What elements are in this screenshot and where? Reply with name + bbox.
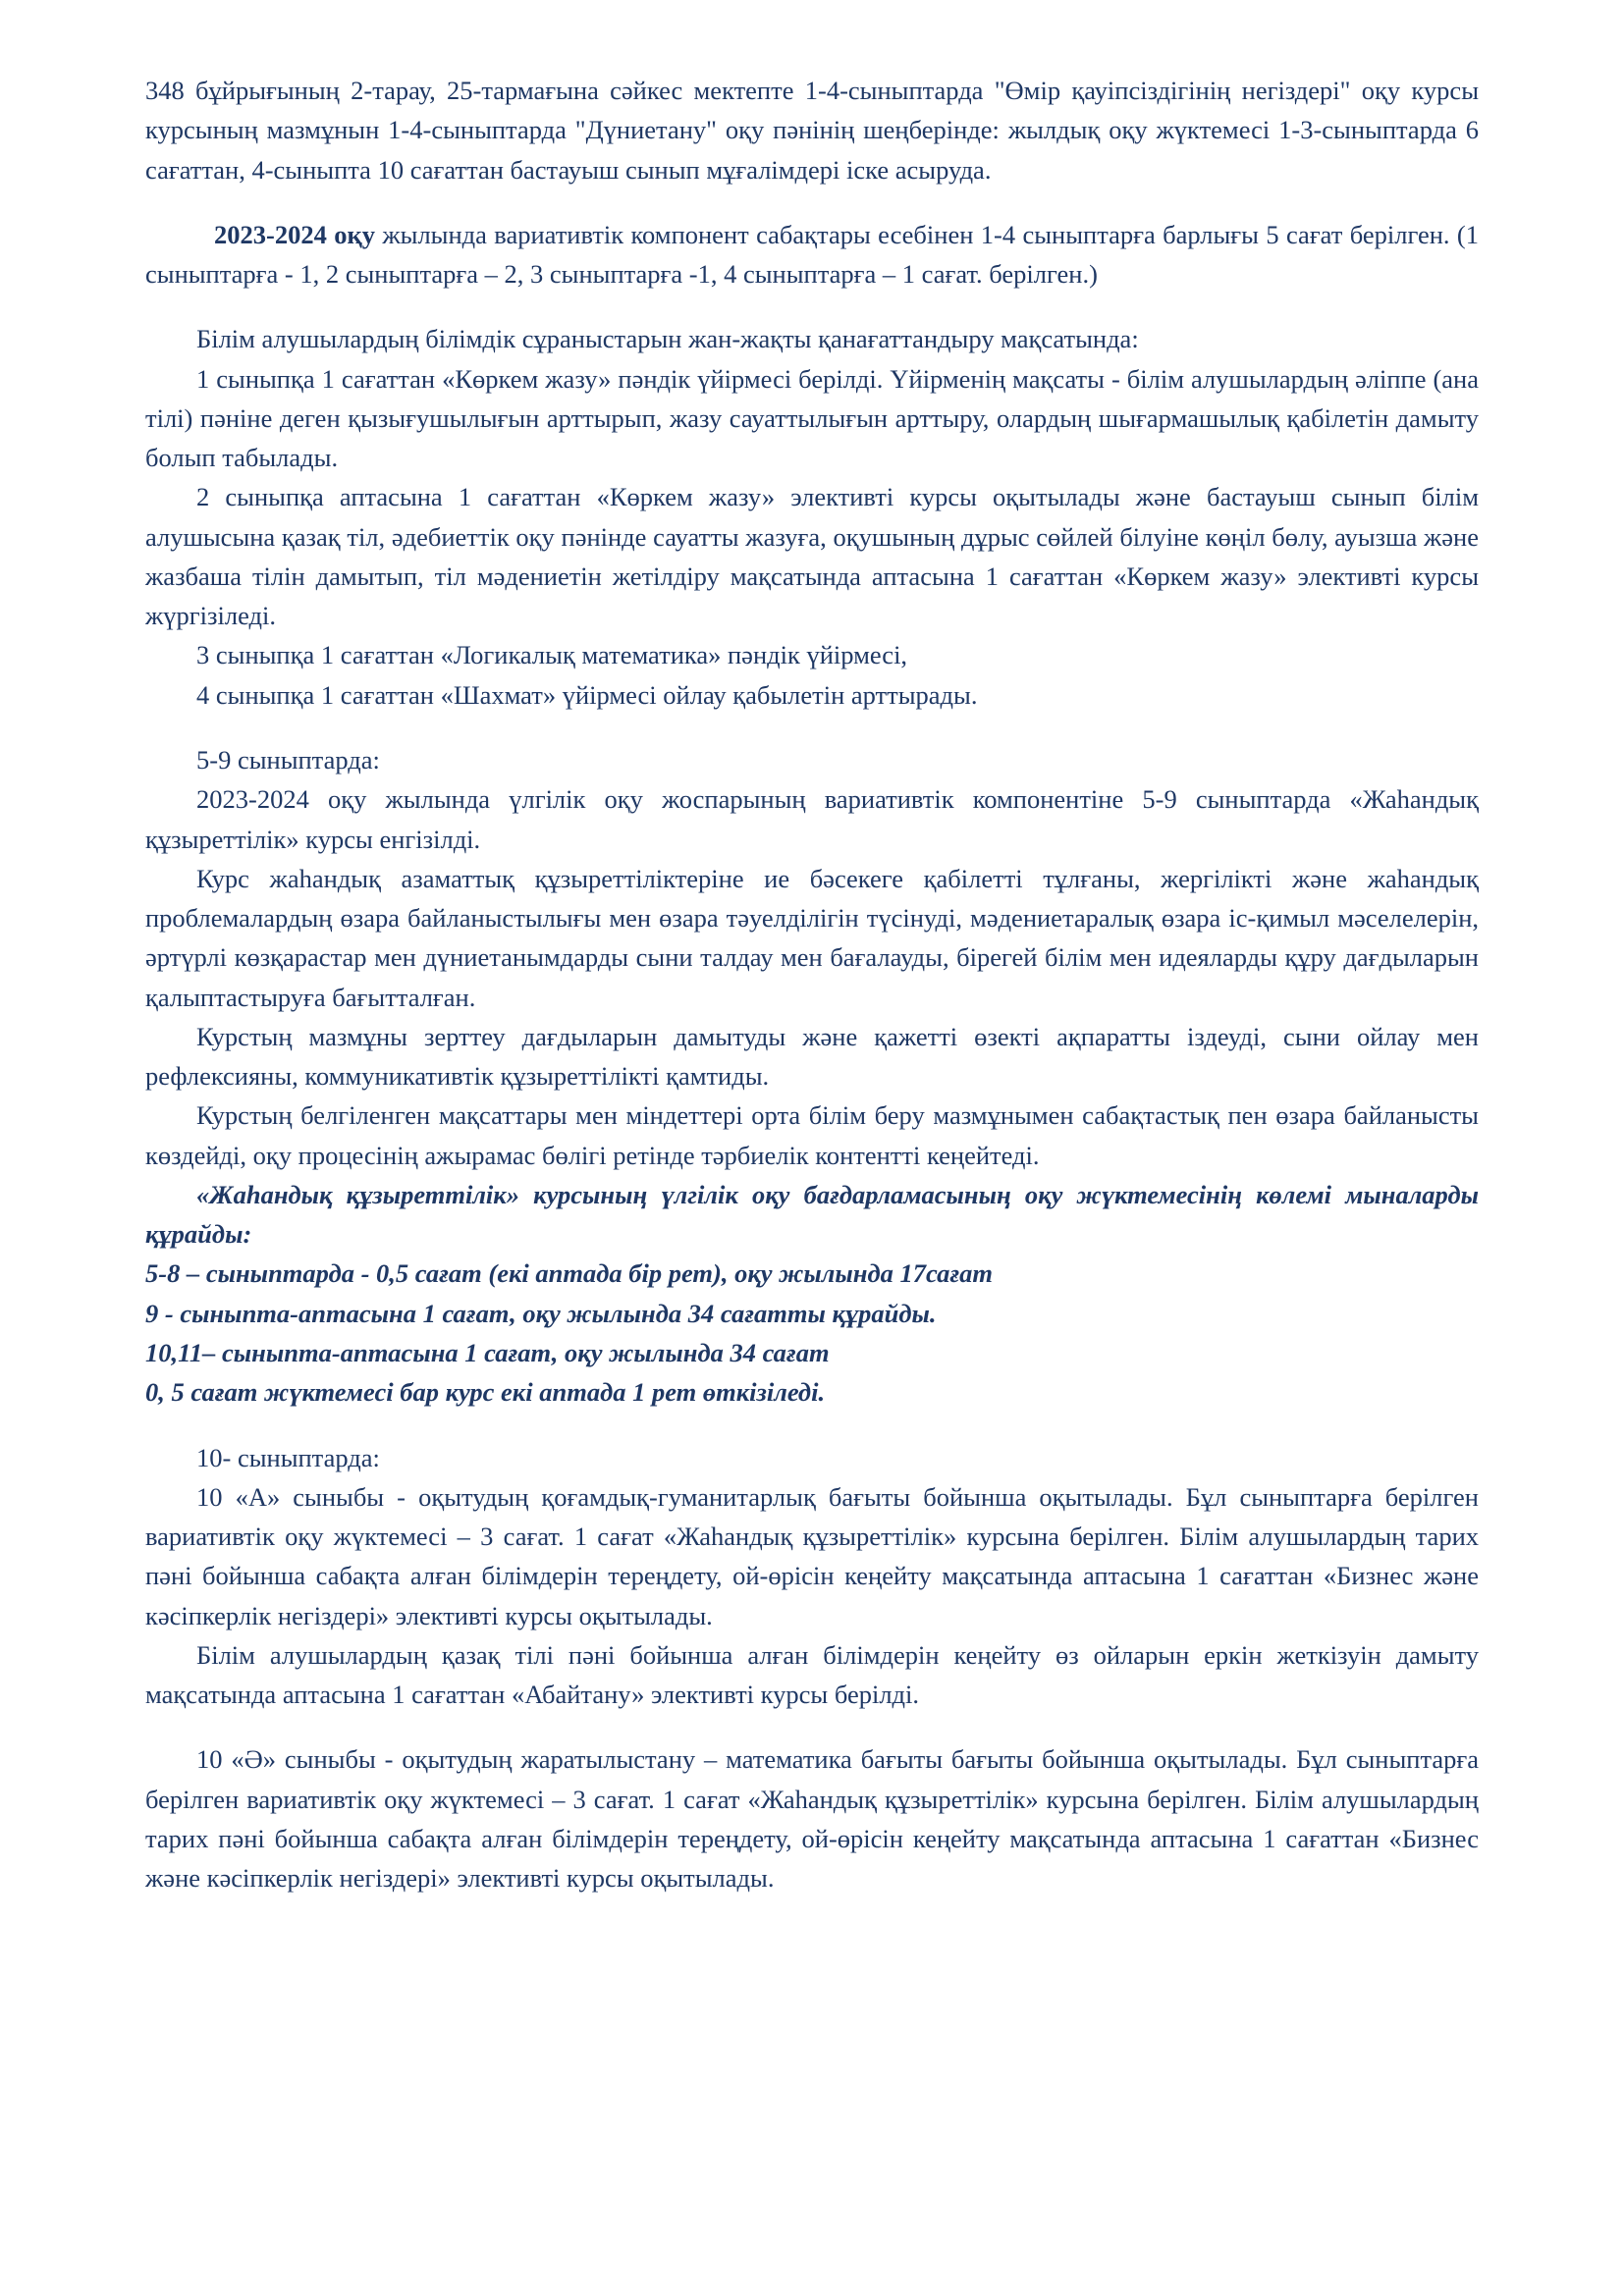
- paragraph-spacer: [145, 294, 1479, 319]
- text-run: 9 - сыныпта-аптасына 1 сағат, оқу жылында 34 сағатты құрайды.: [145, 1298, 937, 1328]
- paragraph: [145, 71, 1479, 189]
- paragraph-spacer: [145, 1413, 1479, 1438]
- paragraph-spacer: [145, 715, 1479, 740]
- text-run: Курстың белгіленген мақсаттары мен міндеттері орта білім беру мазмұнымен сабақтастық пен өзара байланысты көздейді, оқу процесінің ажырамас бөлігі ретінде тәрбиелік контентті кеңейтеді.: [145, 1100, 1479, 1170]
- paragraph: [145, 1372, 1479, 1412]
- paragraph: [145, 1254, 1479, 1293]
- document-body: [145, 71, 1479, 1897]
- text-run: 348 бұйрығының 2-тарау, 25-тармағына сәйкес мектепте 1-4-сыныптарда "Өмір қауіпсіздігінің негіздері" оқу курсы курсының мазмұнын 1-4-сыныптарда "Дүниетану" оқу пәнінің шеңберінде: жылдық оқу жүктемесі 1-3-сыныптарда 6 сағаттан, 4-сыныпта 10 сағаттан бастауыш сынып мұғалімдері іске асыруда.: [145, 76, 1479, 185]
- paragraph: [145, 1095, 1479, 1175]
- text-run: «Жаһандық құзыреттілік» курсының үлгілік оқу бағдарламасының оқу жүктемесінің көлемі мыналарды құрайды:: [145, 1179, 1479, 1250]
- text-run: 10,11– сыныпта-аптасына 1 сағат, оқу жылында 34 сағат: [145, 1337, 830, 1367]
- text-run: 1 сыныпқа 1 сағаттан «Көркем жазу» пәндік үйірмесі берілді. Үйірменің мақсаты - білім алушылардың әліппе (ана тілі) пәніне деген қызығушылығын арттырып, жазу сауаттылығын арттыру, олардың шығармашылық қабілетін дамыту болып табылады.: [145, 363, 1479, 473]
- text-run: 0, 5 сағат жүктемесі бар курс екі аптада 1 рет өткізіледі.: [145, 1377, 826, 1408]
- paragraph: [145, 675, 1479, 715]
- paragraph: [145, 1017, 1479, 1096]
- text-run: 10- сыныптарда:: [196, 1442, 380, 1472]
- paragraph: [145, 1635, 1479, 1715]
- paragraph: [145, 635, 1479, 674]
- text-run: Білім алушылардың қазақ тілі пәні бойынша алған білімдерін кеңейту өз ойларын еркін жеткізуін дамыту мақсатында аптасына 1 сағаттан «Абайтану» элективті курсы берілді.: [145, 1639, 1479, 1710]
- text-run: 10 «А» сыныбы - оқытудың қоғамдық-гуманитарлық бағыты бойынша оқытылады. Бұл сыныптарға берілген вариативтік оқу жүктемесі – 3 сағат. 1 сағат «Жаһандық құзыреттілік» курсына берілген. Білім алушылардың тарих пәні бойынша сабақта алған білімдерін тереңдету, ой-өрісін кеңейту мақсатында аптасына 1 сағаттан «Бизнес және кәсіпкерлік негіздері» элективті курсы оқытылады.: [145, 1481, 1479, 1630]
- text-run: жылында вариативтік компонент сабақтары есебінен 1-4 сыныптарға барлығы 5 сағат берілген. (1 сыныптарға - 1, 2 сыныптарға – 2, 3 сыныптарға -1, 4 сыныптарға – 1 сағат. берілген.): [145, 219, 1479, 290]
- paragraph-spacer: [145, 1714, 1479, 1739]
- text-run: 2023-2024 оқу жылында үлгілік оқу жоспарының вариативтік компонентіне 5-9 сыныптарда «Жаһандық құзыреттілік» курсы енгізілді.: [145, 784, 1479, 854]
- paragraph: [145, 1175, 1479, 1255]
- paragraph: [145, 1739, 1479, 1897]
- text-run: 5-8 – сыныптарда - 0,5 сағат (екі аптада бір рет), оқу жылында 17сағат: [145, 1258, 993, 1289]
- text-run: Курстың мазмұны зерттеу дағдыларын дамытуды және қажетті өзекті ақпаратты іздеуді, сыни ойлау мен рефлексияны, коммуникативтік құзыреттілікті қамтиды.: [145, 1021, 1479, 1092]
- paragraph: [145, 215, 1479, 294]
- paragraph: [145, 859, 1479, 1017]
- paragraph: [145, 779, 1479, 859]
- text-run: 3 сыныпқа 1 сағаттан «Логикалық математика» пәндік үйірмесі,: [196, 640, 908, 670]
- paragraph: [145, 1438, 1479, 1477]
- text-run: Білім алушылардың білімдік сұраныстарын жан-жақты қанағаттандыру мақсатында:: [196, 324, 1139, 354]
- paragraph: [145, 1294, 1479, 1333]
- text-run: 4 сыныпқа 1 сағаттан «Шахмат» үйірмесі ойлау қабылетін арттырады.: [196, 679, 978, 710]
- text-run: 2023-2024 оқу: [214, 219, 375, 249]
- paragraph: [145, 359, 1479, 478]
- paragraph: [145, 1477, 1479, 1635]
- text-run: 5-9 сыныптарда:: [196, 744, 380, 774]
- paragraph: [145, 1333, 1479, 1372]
- paragraph: [145, 740, 1479, 779]
- paragraph-spacer: [145, 189, 1479, 215]
- text-run: Курс жаһандық азаматтық құзыреттіліктеріне ие бәсекеге қабілетті тұлғаны, жергілікті және жаһандық проблемалардың өзара байланыстылығы мен өзара тәуелділігін түсінуді, мәдениетаралық өзара іс-қимыл мәселелерін, әртүрлі көзқарастар мен дүниетанымдарды сыни талдау мен бағалауды, бірегей білім мен идеяларды құру дағдыларын қалыптастыруға бағытталған.: [145, 863, 1479, 1012]
- text-run: 10 «Ә» сыныбы - оқытудың жаратылыстану – математика бағыты бағыты бойынша оқытылады. Бұл сыныптарға берілген вариативтік оқу жүктемесі – 3 сағат. 1 сағат «Жаһандық құзыреттілік» курсына берілген. Білім алушылардың тарих пәні бойынша сабақта алған білімдерін тереңдету, ой-өрісін кеңейту мақсатында аптасына 1 сағаттан «Бизнес және кәсіпкерлік негіздері» элективті курсы оқытылады.: [145, 1744, 1479, 1894]
- text-run: 2 сыныпқа аптасына 1 сағаттан «Көркем жазу» элективті курсы оқытылады және бастауыш сынып білім алушысына қазақ тіл, әдебиеттік оқу пәнінде сауатты жазуға, оқушының дұрыс сөйлей білуіне көңіл бөлу, ауызша және жазбаша тілін дамытып, тіл мәдениетін жетілдіру мақсатында аптасына 1 сағаттан «Көркем жазу» элективті курсы жүргізіледі.: [145, 482, 1479, 631]
- paragraph: [145, 477, 1479, 635]
- paragraph: [145, 319, 1479, 358]
